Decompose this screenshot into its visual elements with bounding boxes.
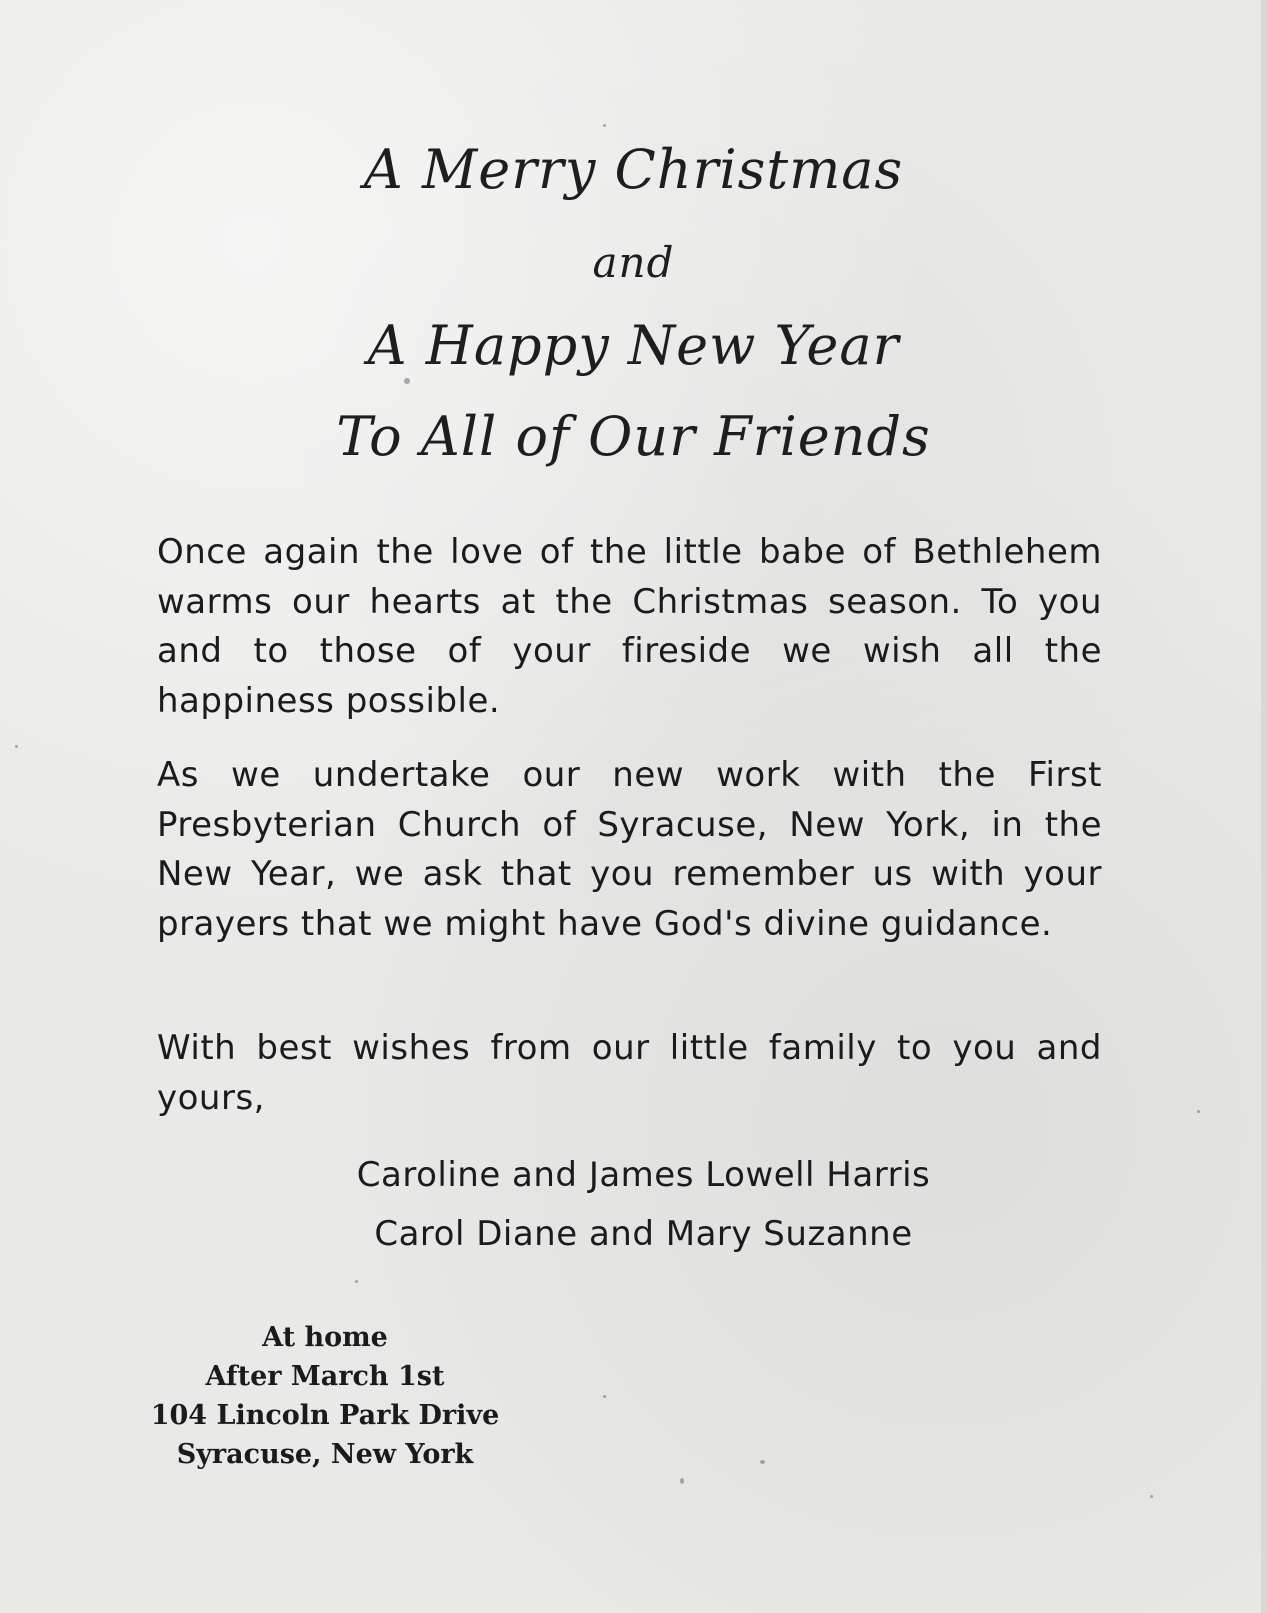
heading-line-to-all-friends: To All of Our Friends — [336, 405, 931, 468]
heading-line-happy-new-year: A Happy New Year — [367, 314, 900, 377]
paper-speck — [603, 1395, 606, 1398]
body-paragraph-3: With best wishes from our little family to you and yours, — [157, 1028, 1102, 1118]
address-line-3: 104 Lincoln Park Drive — [150, 1400, 500, 1431]
paper-speck — [404, 378, 410, 384]
paper-speck — [1197, 1110, 1200, 1113]
paper-speck — [680, 1478, 684, 1484]
heading-line-merry-christmas: A Merry Christmas — [363, 138, 904, 201]
home-address-block — [140, 1318, 510, 1474]
address-line-2: After March 1st — [205, 1361, 445, 1392]
body-paragraph-2: As we undertake our new work with the First Presbyterian Church of Syracuse, New York, in the New Year, we ask that you remember us with your prayers that we might have God's divine guidance. — [157, 755, 1102, 944]
signature-line-1: Caroline and James Lowell Harris — [356, 1155, 931, 1195]
paper-speck — [760, 1460, 765, 1464]
paper-speck — [355, 1280, 358, 1283]
address-line-1: At home — [262, 1322, 388, 1353]
paper-speck — [1150, 1495, 1153, 1498]
heading-line-and: and — [592, 238, 675, 287]
body-paragraph-1: Once again the love of the little babe of Bethlehem warms our hearts at the Christmas season. To you and to those of your fireside we wish all the happiness possible. — [157, 532, 1102, 721]
signature-line-2: Carol Diane and Mary Suzanne — [374, 1214, 913, 1254]
paper-speck — [15, 745, 18, 748]
paper-speck — [603, 124, 606, 127]
address-line-4: Syracuse, New York — [176, 1439, 474, 1470]
